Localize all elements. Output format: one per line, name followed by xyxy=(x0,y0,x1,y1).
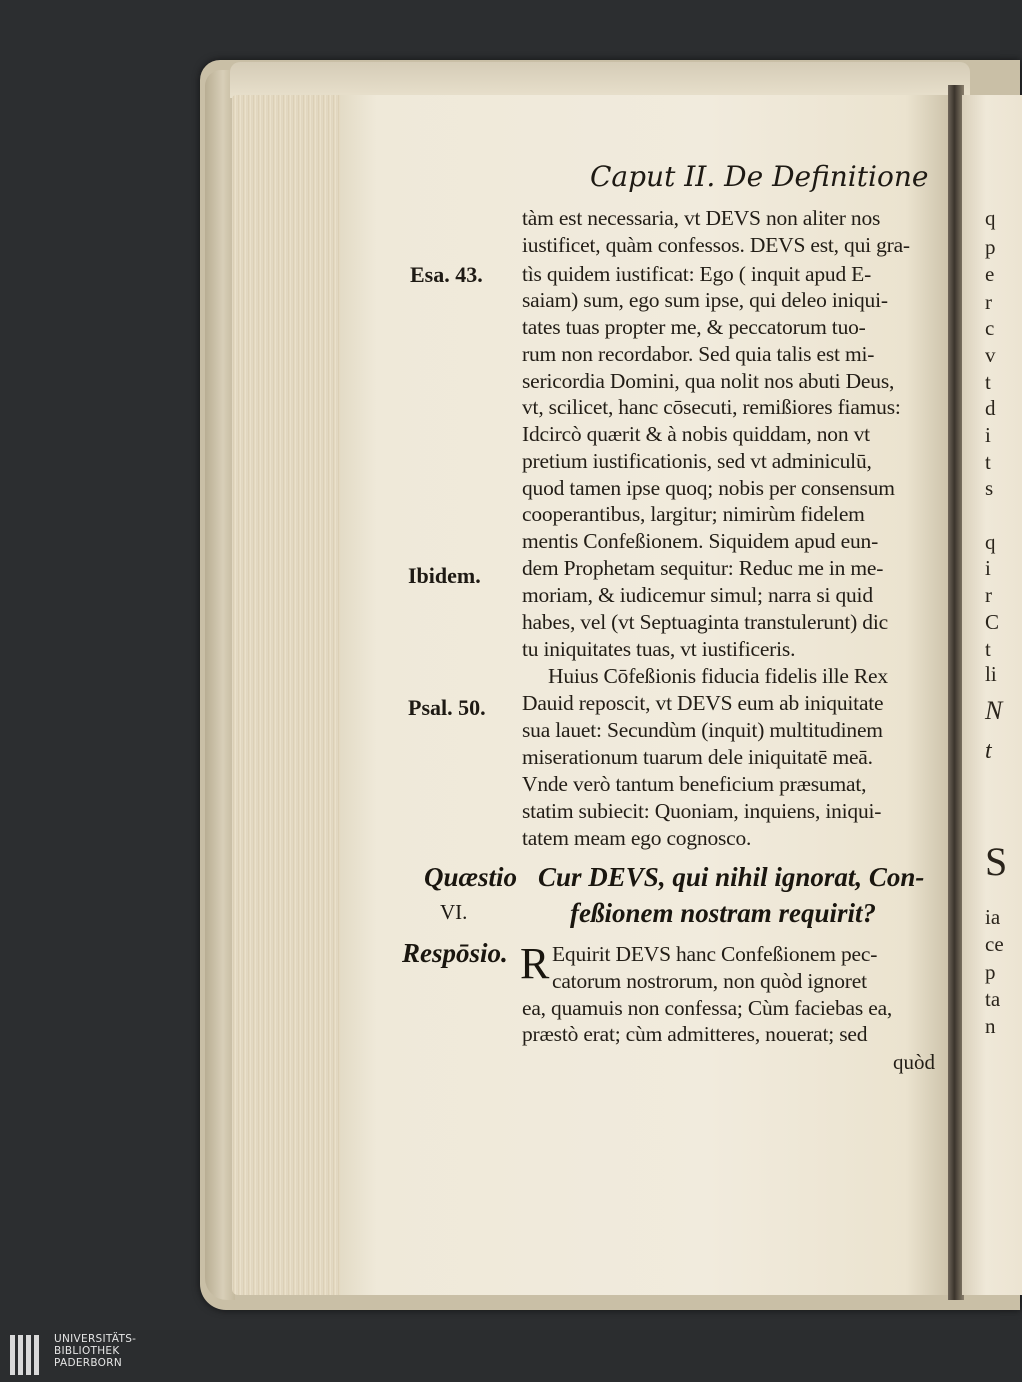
right-page-fragment: q xyxy=(985,530,996,554)
body-line: tàm est necessaria, vt DEVS non aliter nos xyxy=(522,206,881,230)
footer-bar xyxy=(0,1330,1000,1382)
body-line: Huius Cōfeßionis fiducia fidelis ille Rex xyxy=(548,664,888,688)
question-line-2: feßionem nostram requirit? xyxy=(570,898,877,928)
right-page-fragment: li xyxy=(985,662,997,686)
right-page-fragment: i xyxy=(985,423,991,447)
right-page-fragment: e xyxy=(985,262,995,286)
response-line: præstò erat; cùm admitteres, nouerat; sed xyxy=(522,1022,868,1046)
library-name-line-2: BIBLIOTHEK xyxy=(54,1345,120,1357)
body-line: pretium iustificationis, sed vt adminiculū, xyxy=(522,449,872,473)
cover-edge xyxy=(205,70,235,1300)
body-line: cooperantibus, largitur; nimirùm fidelem xyxy=(522,502,865,526)
margin-note-esa: Esa. 43. xyxy=(410,262,483,287)
body-line: tates tuas propter me, & peccatorum tuo- xyxy=(522,315,866,339)
right-page-fragment: i xyxy=(985,556,991,580)
question-number: VI. xyxy=(440,900,468,924)
right-page-fragment: r xyxy=(985,290,992,314)
right-page-fragment: n xyxy=(985,1014,996,1038)
page-stack xyxy=(232,95,352,1295)
right-page-fragment: t xyxy=(985,738,992,764)
response-line: Equirit DEVS hanc Confeßionem pec- xyxy=(552,942,878,966)
body-line: Idcircò quærit & à nobis quiddam, non vt xyxy=(522,422,870,446)
body-line: tu iniquitates tuas, vt iustificeris. xyxy=(522,637,796,661)
body-line: sericordia Domini, qua nolit nos abuti Deus, xyxy=(522,369,895,393)
library-name-line-3: PADERBORN xyxy=(54,1357,122,1369)
right-page-fragment: d xyxy=(985,396,996,420)
body-line: quod tamen ipse quoq; nobis per consensum xyxy=(522,476,895,500)
body-line: statim subiecit: Quoniam, inquiens, iniqui- xyxy=(522,799,882,823)
right-page-fragment: p xyxy=(985,235,996,259)
right-page-fragment: q xyxy=(985,206,996,230)
body-line: iustificet, quàm confessos. DEVS est, qui gra- xyxy=(522,233,910,257)
body-line: tìs quidem iustificat: Ego ( inquit apud E- xyxy=(522,262,872,286)
right-page-fragment: ia xyxy=(985,905,1001,929)
question-label: Quæstio xyxy=(424,862,518,892)
margin-note-psal: Psal. 50. xyxy=(408,695,486,720)
body-line: vt, scilicet, hanc cōsecuti, remißiores fiamus: xyxy=(522,395,901,419)
body-line: tatem meam ego cognosco. xyxy=(522,826,752,850)
right-page-fragment: ta xyxy=(985,987,1001,1011)
right-page-fragment: t xyxy=(985,637,991,661)
right-page-fragment: c xyxy=(985,316,995,340)
right-page-fragment: ce xyxy=(985,932,1004,956)
body-line: habes, vel (vt Septuaginta transtulerunt) dic xyxy=(522,610,888,634)
right-page-fragment: t xyxy=(985,450,991,474)
page-top-edge xyxy=(230,62,970,98)
body-line: mentis Confeßionem. Siquidem apud eun- xyxy=(522,529,879,553)
response-label: Respōsio. xyxy=(402,938,508,968)
right-page-fragment: C xyxy=(985,610,1000,634)
body-line: sua lauet: Secundùm (inquit) multitudinem xyxy=(522,718,883,742)
library-name-line-1: UNIVERSITÄTS- xyxy=(54,1333,137,1345)
question-line-1: Cur DEVS, qui nihil ignorat, Con- xyxy=(538,862,925,892)
running-head: Caput II. De Definitione xyxy=(590,160,929,193)
body-line: rum non recordabor. Sed quia talis est mi- xyxy=(522,342,875,366)
margin-note-ibidem: Ibidem. xyxy=(408,563,481,588)
right-page-fragment: s xyxy=(985,476,994,500)
right-page-fragment: p xyxy=(985,960,996,984)
response-line: ea, quamuis non confessa; Cùm faciebas ea, xyxy=(522,996,893,1020)
right-page-fragment: t xyxy=(985,370,991,394)
body-line: Vnde verò tantum beneficium præsumat, xyxy=(522,772,867,796)
right-page-fragment: N xyxy=(985,696,1003,725)
body-line: moriam, & iudicemur simul; narra si quid xyxy=(522,583,873,607)
catchword: quòd xyxy=(893,1050,935,1074)
right-page-fragment: S xyxy=(985,839,1008,884)
right-page-fragment: v xyxy=(985,343,996,367)
body-line: miserationum tuarum dele iniquitatē meā. xyxy=(522,745,873,769)
right-page-fragment: r xyxy=(985,583,992,607)
drop-cap: R xyxy=(520,939,550,988)
library-logo-icon xyxy=(10,1335,46,1375)
body-line: Dauid reposcit, vt DEVS eum ab iniquitate xyxy=(522,691,884,715)
body-line: dem Prophetam sequitur: Reduc me in me- xyxy=(522,556,884,580)
body-line: saiam) sum, ego sum ipse, qui deleo iniqui- xyxy=(522,288,888,312)
library-name xyxy=(54,1333,136,1369)
response-line: catorum nostrorum, non quòd ignoret xyxy=(552,969,867,993)
